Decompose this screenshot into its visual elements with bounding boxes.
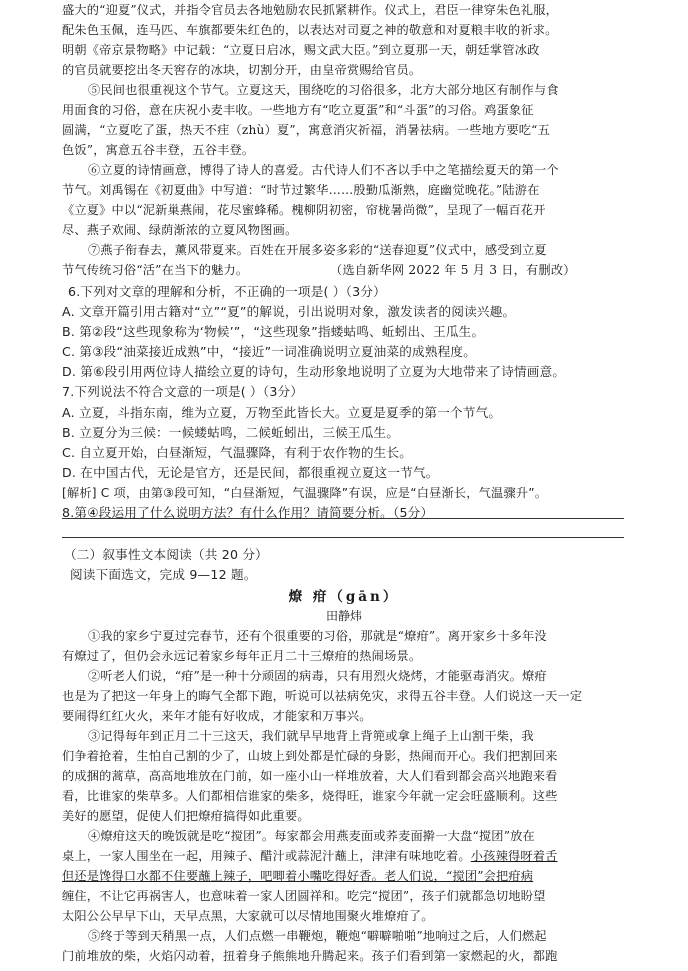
passage-line: 配朱色玉佩，连马匹、车旗都要朱红色的，以表达对司夏之神的敬意和对夏粮丰收的祈求。 (62, 23, 558, 37)
article-line: ④燎疳这天的晚饭就是吃“搅团”。每家都会用燕麦面或荞麦面擀一大盘“搅团”放在 (88, 829, 535, 843)
article-text: 桌上，一家人围坐在一起，用辣子、醋汁或蒜泥汁蘸上，津津有味地吃着。 (62, 849, 471, 863)
passage-line: 的官员就要挖出冬天窖存的冰块，切割分开，由皇帝赏赐给官员。 (62, 63, 422, 77)
passage-line: 尽、燕子欢闹、绿荫渐浓的立夏风物图画。 (62, 223, 298, 237)
question-7-option-b: B. 立夏分为三候：一候蝼蛄鸣，二候蚯蚓出，三候王瓜生。 (62, 425, 400, 440)
article-line: 美好的愿望，促使人们把燎疳搞得如此重要。 (62, 809, 310, 823)
passage-line: ⑤民间也很重视这个节气。立夏这天，围绕吃的习俗很多，北方大部分地区有制作与食 (88, 83, 559, 97)
passage-line: 节气传统习俗“活”在当下的魅力。 (62, 263, 249, 277)
answer-line (62, 518, 624, 519)
article-line: 们争着抢着，生怕自己割的少了，山坡上到处都是忙碌的身影，热闹而开心。我们把割回来 (62, 749, 558, 763)
question-7-option-a: A. 立夏，斗指东南，维为立夏，万物至此皆长大。立夏是夏季的第一个节气。 (62, 405, 502, 420)
passage-line: 盛大的“迎夏”仪式，并指令官员去各地勉励农民抓紧耕作。仪式上，君臣一律穿朱色礼服， (62, 3, 558, 17)
passage-line: ⑥立夏的诗情画意，博得了诗人的喜爱。古代诗人们不吝以手中之笔描绘夏天的第一个 (88, 163, 559, 177)
article-line: 看，比谁家的柴草多。人们都相信谁家的柴多，烧得旺，谁家今年就一定会旺盛顺利。这些 (62, 789, 558, 803)
question-6-option-d: D. 第⑥段引用两位诗人描绘立夏的诗句，生动形象地说明了立夏为大地带来了诗情画意。 (62, 364, 566, 379)
article-line: 也是为了把这一年身上的晦气全都下跑，听说可以祛病免灾，求得五谷丰登。人们说这一天一定 (62, 689, 583, 703)
article-line: 缠住，不让它再祸害人，也意味着一家人团圆祥和。吃完“搅团”，孩子们就都急切地盼望 (62, 889, 546, 903)
passage-line: 明朝《帝京景物略》中记载：“立夏日启冰，赐文武大臣。”到立夏那一天，朝廷掌管冰政 (62, 43, 540, 57)
question-7-analysis: [解析] C 项，由第③段可知，“白昼渐短，气温骤降”有误，应是“白昼渐长，气温骤升”。 (62, 486, 548, 500)
passage-line: 节气。刘禹锡在《初夏曲》中写道：“时节过繁华……殷勤瓜渐熟，庭幽觉晚花。”陆游在 (62, 183, 540, 197)
article-line: 要闹得红红火火，来年才能有好收成，才能家和万事兴。 (62, 709, 372, 723)
article-line: ①我的家乡宁夏过完春节，还有个很重要的习俗，那就是“燎疳”。离开家乡十多年没 (88, 629, 547, 643)
question-6-option-a: A. 文章开篇引用古籍对“立”“夏”的解说，引出说明对象，激发读者的阅读兴趣。 (62, 304, 516, 319)
article-line: 门前堆放的柴，火焰闪动着，扭着身子熊熊地升腾起来。孩子们看到第一家燃起的火，都跑 (62, 949, 558, 963)
article-line: 太阳公公早早下山，天早点黑，大家就可以尽情地围聚火堆燎疳了。 (62, 909, 434, 923)
source-citation: （选自新华网 2022 年 5 月 3 日，有删改） (330, 263, 576, 277)
section-instruction: 阅读下面选文，完成 9—12 题。 (70, 567, 257, 582)
question-6-option-c: C. 第③段“油菜接近成熟”中，“接近”一词准确说明立夏油菜的成熟程度。 (62, 344, 477, 359)
article-line-underlined: 但还是馋得口水都不住要蘸上辣子，吧唧着小嘴吃得好香。老人们说，“搅团”会把疳病 (62, 869, 534, 883)
passage-line: ⑦燕子衔春去，薰风带夏来。百姓在开展多姿多彩的“送春迎夏”仪式中，感受到立夏 (88, 243, 547, 257)
article-author: 田静炜 (325, 609, 362, 623)
article-line: ⑤终于等到天稍黑一点，人们点燃一串鞭炮，鞭炮“噼噼啪啪”地响过之后，人们燃起 (88, 929, 547, 943)
question-7-option-c: C. 自立夏开始，白昼渐短，气温骤降，有利于农作物的生长。 (62, 445, 413, 460)
question-7-option-d: D. 在中国古代，无论是官方，还是民间，都很重视立夏这一节气。 (62, 465, 439, 480)
passage-line: 用面食的习俗，意在庆祝小麦丰收。一些地方有“吃立夏蛋”和“斗蛋”的习俗。鸡蛋象征 (62, 103, 534, 117)
article-line: 有燎过了，但仍会永远记着家乡每年正月二十三燎疳的热闹场景。 (62, 649, 422, 663)
question-8-stem: 8.第④段运用了什么说明方法？有什么作用？请简要分析。（5分） (62, 505, 434, 520)
article-line: 的成捆的蒿草，高高地堆放在门前，如一座小山一样堆放着，大人们看到都会高兴地跑来看 (62, 769, 558, 783)
article-line (62, 846, 558, 866)
article-line: ③记得每年到正月二十三这天，我们就早早地背上背篼或拿上绳子上山割干柴，我 (88, 729, 534, 743)
passage-line: 圆满，“立夏吃了蛋，热天不疰（zhù）夏”，寓意消灾祈福，消暑祛病。一些地方要吃“五 (62, 123, 550, 137)
passage-line: 色饭”，寓意五谷丰登，五谷丰登。 (62, 143, 255, 157)
article-title: 燎 疳（gān） (288, 589, 400, 605)
passage-line: 《立夏》中以“泥新巢燕闹，花尽蜜蜂稀。槐柳阴初密，帘栊暑尚微”，呈现了一幅百花开 (62, 203, 546, 217)
question-6-stem: 6.下列对文章的理解和分析，不正确的一项是( ）（3分） (68, 284, 386, 299)
question-6-option-b: B. 第②段“这些现象称为‘物候’”，“这些现象”指蝼蛄鸣、蚯蚓出、王瓜生。 (62, 324, 485, 339)
section-heading: （二）叙事性文本阅读（共 20 分） (64, 547, 268, 562)
underlined-sentence: 小孩辣得呀着舌 (470, 849, 558, 863)
article-line: ②听老人们说，“疳”是一种十分顽固的病毒，只有用烈火烧烤，才能驱毒消灾。燎疳 (88, 669, 547, 683)
answer-line (62, 537, 624, 538)
question-7-stem: 7.下列说法不符合文意的一项是( ）（3分） (62, 384, 304, 399)
